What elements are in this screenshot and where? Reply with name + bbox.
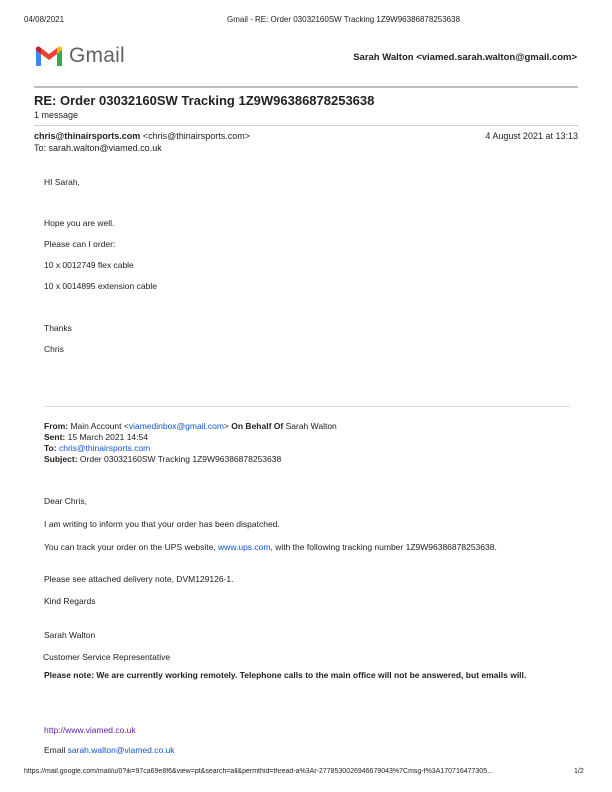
print-url: https://mail.google.com/mail/u/0?ik=97ca69e8f6&view=pt&search=all&permthid=thread-a%3Ar-2778530026946679043%7Cmsg-f%3A170716477305... <box>24 768 493 775</box>
sender-full: <chris@thinairsports.com> <box>142 131 251 141</box>
quoted-from-label: From: <box>44 421 69 431</box>
signature-name: Sarah Walton <box>44 630 96 640</box>
quoted-subject-value: Order 03032160SW Tracking 1Z9W96386878253638 <box>79 454 282 464</box>
header-divider <box>34 86 578 88</box>
body-greeting: HI Sarah, <box>44 177 80 187</box>
quoted-from-name: Main Account < <box>70 421 129 431</box>
gmail-logo[interactable] <box>34 44 125 68</box>
sender-email: chris@thinairsports.com <box>34 131 141 141</box>
quoted-regards: Kind Regards <box>44 596 96 606</box>
print-date: 04/08/2021 <box>24 15 65 24</box>
quoted-subject-line <box>44 454 281 464</box>
signature-email-line <box>44 745 175 755</box>
order-item-1: 10 x 0012749 flex cable <box>44 260 134 270</box>
print-title: Gmail - RE: Order 03032160SW Tracking 1Z9W96386878253638 <box>227 15 461 24</box>
quoted-subject-label: Subject: <box>44 454 78 464</box>
quoted-para2-post: , with the following tracking number 1Z9W96386878253638. <box>270 542 497 552</box>
body-thanks: Thanks <box>44 323 72 333</box>
quoted-to-label: To: <box>44 443 57 453</box>
sender-line <box>34 131 250 141</box>
quoted-divider <box>44 406 570 407</box>
order-item-2: 10 x 0014895 extension cable <box>44 281 157 291</box>
quoted-sent-label: Sent: <box>44 432 66 442</box>
quoted-from-email-link[interactable]: viamedinbox@gmail.com <box>128 421 224 431</box>
signature-email-label: Email <box>44 745 66 755</box>
quoted-para3: Please see attached delivery note, DVM129126-1. <box>44 574 234 584</box>
on-behalf-name: Sarah Walton <box>285 421 337 431</box>
quoted-para2-pre: You can track your order on the UPS website, <box>44 542 216 552</box>
signature-email-link[interactable]: sarah.walton@viamed.co.uk <box>67 745 175 755</box>
quoted-sent-value: 15 March 2021 14:54 <box>67 432 148 442</box>
remote-work-notice: Please note: We are currently working remotely. Telephone calls to the main office will not be answered, but emails will. <box>44 670 527 680</box>
on-behalf-label: On Behalf Of <box>231 421 284 431</box>
quoted-to-email-link[interactable]: chris@thinairsports.com <box>58 443 151 453</box>
body-line2: Please can I order: <box>44 239 116 249</box>
website-link[interactable]: http://www.viamed.co.uk <box>44 725 136 735</box>
message-count: 1 message <box>34 110 79 120</box>
quoted-to-line <box>44 443 150 453</box>
quoted-from-close: > <box>223 421 229 431</box>
account-label: Sarah Walton <viamed.sarah.walton@gmail.com> <box>353 52 577 63</box>
quoted-from-line <box>44 421 337 431</box>
gmail-wordmark: Gmail <box>69 44 125 67</box>
quoted-sent-line <box>44 432 148 442</box>
gmail-m-icon <box>34 45 64 68</box>
quoted-greeting: Dear Chris, <box>44 496 87 506</box>
subject-divider <box>34 125 578 126</box>
body-line1: Hope you are well. <box>44 218 115 228</box>
ups-link[interactable]: www.ups.com <box>218 542 271 552</box>
page-number: 1/2 <box>574 768 584 775</box>
thread-subject: RE: Order 03032160SW Tracking 1Z9W96386878253638 <box>34 93 375 108</box>
message-date: 4 August 2021 at 13:13 <box>485 131 578 141</box>
quoted-para1: I am writing to inform you that your order has been dispatched. <box>44 519 280 529</box>
quoted-para2 <box>44 542 497 552</box>
body-signoff: Chris <box>44 344 64 354</box>
recipient-line: To: sarah.walton@viamed.co.uk <box>34 143 162 153</box>
signature-role: Customer Service Representative <box>43 652 171 662</box>
